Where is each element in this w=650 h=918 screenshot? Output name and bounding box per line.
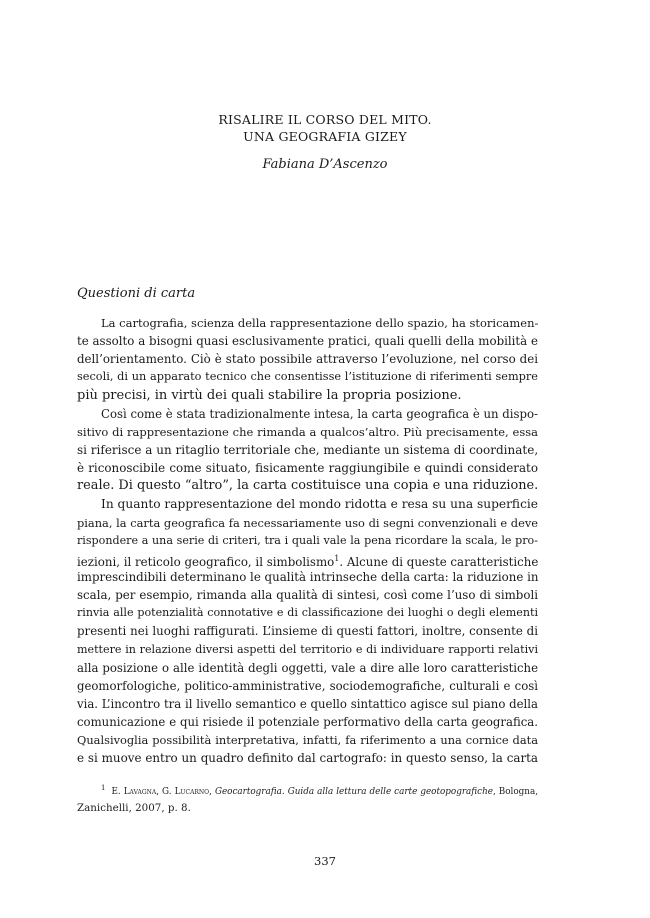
author-name: Fabiana D’Ascenzo xyxy=(262,157,388,172)
body-line: secoli, di un apparato tecnico che consentisse l’istituzione di riferimenti sempre xyxy=(77,370,538,384)
body-line: Così come è stata tradizionalmente intesa, la carta geografica è un dispo- xyxy=(101,406,538,421)
body-line: presenti nei luoghi raffigurati. L’insieme di questi fattori, inoltre, consente di xyxy=(77,624,538,639)
footnote xyxy=(77,780,538,816)
footnote-authors: E. Lavagna, G. Lucarno, xyxy=(111,786,212,797)
body-line: alla posizione o alle identità degli oggetti, vale a dire alle loro caratteristiche xyxy=(77,660,538,675)
body-line: te assolto a bisogni quasi esclusivamente pratici, quali quelli della mobilità e xyxy=(77,334,538,349)
footnote-mark: 1 xyxy=(101,784,106,792)
body-line: e si muove entro un quadro definito dal cartografo: in questo senso, la carta xyxy=(77,751,538,766)
body-line: sitivo di rappresentazione che rimanda a qualcos’altro. Più precisamente, essa xyxy=(77,424,538,439)
body-line: geomorfologiche, politico-amministrative, sociodemografiche, culturali e così xyxy=(77,678,538,693)
article-title-line-2: UNA GEOGRAFIA GIZEY xyxy=(243,129,407,144)
body-line: scala, per esempio, rimanda alla qualità di sintesi, così come l’uso di simboli xyxy=(77,588,538,603)
body-line: La cartografia, scienza della rappresentazione dello spazio, ha storicamen- xyxy=(101,316,539,330)
footnote-publisher: , Bologna, xyxy=(492,786,539,797)
footnote-book-title: Geocartografia. Guida alla lettura delle carte geotopografiche xyxy=(214,786,493,797)
body-line: comunicazione e qui risiede il potenziale performativo della carta geografica. xyxy=(77,715,538,730)
body-line: rinvia alle potenzialità connotative e di classificazione dei luoghi o degli elementi xyxy=(77,606,538,620)
body-line: imprescindibili determinano le qualità intrinseche della carta: la riduzione in xyxy=(77,569,539,584)
page-number: 337 xyxy=(314,854,336,868)
body-line: reale. Di questo “altro”, la carta costituisce una copia e una riduzione. xyxy=(77,478,539,494)
section-heading: Questioni di carta xyxy=(77,286,196,301)
body-line-end: . Alcune di queste caratteristiche xyxy=(339,554,539,569)
body-line: piana, la carta geografica fa necessariamente uso di segni convenzionali e deve xyxy=(77,515,538,530)
body-line: si riferisce a un ritaglio territoriale che, mediante un sistema di coordinate, xyxy=(77,442,539,457)
footnote-line-2: Zanichelli, 2007, p. 8. xyxy=(77,801,191,814)
body-line: via. L’incontro tra il livello semantico e quello sintattico agisce sul piano della xyxy=(77,696,538,711)
body-line: rispondere a una serie di criteri, tra i quali vale la pena ricordare la scala, le pro- xyxy=(77,533,538,547)
body-line: Qualsivoglia possibilità interpretativa, infatti, fa riferimento a una cornice data xyxy=(77,733,538,748)
body-line-with-footnote-ref xyxy=(77,550,538,568)
body-line: più precisi, in virtù dei quali stabilire la propria posizione. xyxy=(77,387,462,403)
body-line-start: iezioni, il reticolo geografico, il simbolismo xyxy=(77,554,335,569)
body-line: In quanto rappresentazione del mondo ridotta e resa su una superficie xyxy=(101,497,538,512)
article-title-line-1: RISALIRE IL CORSO DEL MITO. xyxy=(218,112,432,127)
body-line: dell’orientamento. Ciò è stato possibile attraverso l’evoluzione, nel corso dei xyxy=(77,352,538,367)
body-line: è riconoscibile come situato, fisicamente raggiungibile e quindi considerato xyxy=(77,461,538,476)
body-text xyxy=(77,314,538,768)
footnote-line-1 xyxy=(77,780,538,800)
footnote-reference: 1 xyxy=(334,553,340,563)
body-line: mettere in relazione diversi aspetti del territorio e di individuare rapporti relativi xyxy=(77,642,538,656)
